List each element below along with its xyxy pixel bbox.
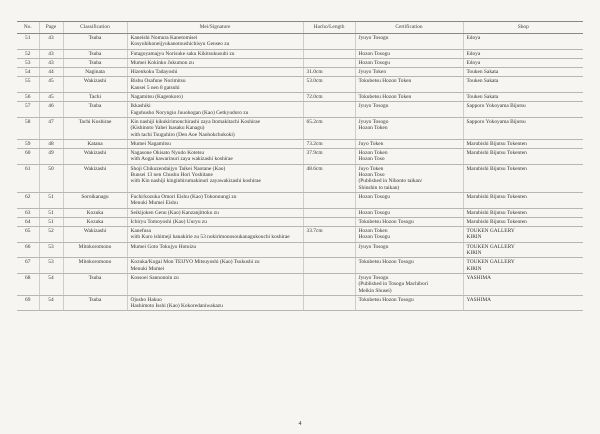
cell-mei-signature bbox=[127, 258, 303, 274]
mei-line: with Kuro ishimeji hanakirie zu 53 nokirimonosoukanagukouchi koshirae bbox=[130, 234, 290, 241]
shop-line: KIRIN bbox=[466, 250, 482, 257]
cell-shop bbox=[463, 217, 583, 226]
cell-no: 51 bbox=[17, 34, 39, 50]
cell-shop bbox=[463, 34, 583, 50]
cell-no: 53 bbox=[17, 58, 39, 67]
cell-shop bbox=[463, 49, 583, 58]
cell-page: 51 bbox=[39, 192, 63, 208]
cell-certification bbox=[355, 208, 463, 217]
cell-shop bbox=[463, 242, 583, 258]
cell-length: 65.2cm bbox=[303, 117, 355, 139]
table-row bbox=[17, 77, 583, 93]
certification-line: Jyuyo Tosogo bbox=[358, 118, 389, 125]
table-row bbox=[17, 295, 583, 311]
certification-line: Hozon Tosogu bbox=[358, 193, 390, 200]
cell-page: 43 bbox=[39, 34, 63, 50]
cell-no: 62 bbox=[17, 192, 39, 208]
cell-page: 49 bbox=[39, 149, 63, 165]
cell-page: 45 bbox=[39, 77, 63, 93]
cell-shop bbox=[463, 68, 583, 77]
cell-classification: Wakizashi bbox=[63, 149, 127, 165]
table-body bbox=[17, 34, 583, 311]
cell-length bbox=[303, 273, 355, 295]
cell-length bbox=[303, 217, 355, 226]
table-row bbox=[17, 258, 583, 274]
shop-line: Sapporo Yokoyama Bijutsu bbox=[466, 103, 526, 110]
cell-mei-signature bbox=[127, 295, 303, 311]
cell-classification: Tsuba bbox=[63, 102, 127, 118]
certification-line: Jyuyo Tosogu bbox=[358, 35, 389, 41]
cell-mei-signature bbox=[127, 34, 303, 50]
table-row bbox=[17, 102, 583, 118]
mei-line: Ichiryu Tomoyoshi (Kao) Uuryu zu bbox=[130, 218, 207, 225]
cell-certification bbox=[355, 117, 463, 139]
catalog-table bbox=[17, 21, 583, 311]
cell-no: 66 bbox=[17, 242, 39, 258]
column-header-length: Hacho/Length bbox=[303, 22, 355, 34]
mei-line: Nagamitsu (Kagenkoro) bbox=[130, 94, 183, 101]
shop-line: Marubishi Bijutsu Tokenten bbox=[466, 150, 527, 157]
mei-line: Kozuka/Kogai Mon TEIJYO Mitsuyoshi (Kao) Tsukushi zu bbox=[130, 259, 260, 266]
cell-certification bbox=[355, 93, 463, 102]
cell-page: 45 bbox=[39, 93, 63, 102]
cell-mei-signature bbox=[127, 68, 303, 77]
cell-no: 68 bbox=[17, 273, 39, 295]
cell-certification bbox=[355, 164, 463, 192]
cell-page: 44 bbox=[39, 68, 63, 77]
cell-mei-signature bbox=[127, 77, 303, 93]
column-header-mei-signature: Mei/Signature bbox=[127, 22, 303, 34]
table-row bbox=[17, 149, 583, 165]
shop-line: Touken Sakata bbox=[466, 69, 499, 76]
cell-classification: Tachi Koshirae bbox=[63, 117, 127, 139]
cell-mei-signature bbox=[127, 273, 303, 295]
table-row bbox=[17, 242, 583, 258]
shop-line: TOUKEN GALLERY bbox=[466, 259, 515, 266]
shop-line: TOUKEN GALLERY bbox=[466, 243, 515, 250]
certification-line: Juyo Token bbox=[358, 140, 384, 147]
certification-line: (Published in Tosogu Machibori bbox=[358, 281, 428, 288]
cell-shop bbox=[463, 273, 583, 295]
cell-page: 50 bbox=[39, 164, 63, 192]
cell-length bbox=[303, 242, 355, 258]
cell-certification bbox=[355, 49, 463, 58]
cell-page: 54 bbox=[39, 273, 63, 295]
cell-mei-signature bbox=[127, 139, 303, 148]
mei-line: Kanefusa bbox=[130, 228, 151, 235]
cell-classification: Kozuka bbox=[63, 217, 127, 226]
certification-line: Shinshin to taikan) bbox=[358, 184, 400, 191]
cell-shop bbox=[463, 208, 583, 217]
mei-line: Fuchi/kozuka Omori Eishu (Kao) Tokonnungi zu bbox=[130, 193, 237, 200]
table-row bbox=[17, 68, 583, 77]
certification-line: Hozon Tosogu bbox=[358, 59, 390, 66]
table-row bbox=[17, 192, 583, 208]
shop-line: Marubishi Bijutsu Tokenten bbox=[466, 193, 527, 200]
mei-line: Mumei Kokinko Jukumon zu bbox=[130, 59, 194, 66]
cell-shop bbox=[463, 58, 583, 67]
cell-shop bbox=[463, 192, 583, 208]
shop-line: Marubishi Bijutsu Tokenten bbox=[466, 209, 527, 216]
cell-certification bbox=[355, 273, 463, 295]
table-row bbox=[17, 34, 583, 50]
cell-certification bbox=[355, 227, 463, 243]
cell-length: 33.7cm bbox=[303, 227, 355, 243]
shop-line: KIRIN bbox=[466, 234, 482, 241]
certification-line: Hozon Token bbox=[358, 125, 388, 132]
cell-no: 63 bbox=[17, 208, 39, 217]
cell-classification: Wakizashi bbox=[63, 164, 127, 192]
cell-length bbox=[303, 34, 355, 50]
table-row bbox=[17, 208, 583, 217]
cell-shop bbox=[463, 93, 583, 102]
cell-length bbox=[303, 192, 355, 208]
cell-no: 69 bbox=[17, 295, 39, 311]
cell-certification bbox=[355, 295, 463, 311]
cell-page: 43 bbox=[39, 49, 63, 58]
mei-line: with tachi Tsuguhiro (Den Aoe Naohokchokoki) bbox=[130, 131, 235, 138]
shop-line: Touken Sakata bbox=[466, 94, 499, 101]
table-row bbox=[17, 273, 583, 295]
cell-classification: Naginata bbox=[63, 68, 127, 77]
mei-line: Fagohusho Noryngio Juuohogan (Kao) Getkyudoro zu bbox=[130, 109, 249, 116]
column-header-no: No. bbox=[17, 22, 39, 34]
certification-line: Hozon Token bbox=[358, 150, 388, 157]
cell-page: 48 bbox=[39, 139, 63, 148]
cell-no: 67 bbox=[17, 258, 39, 274]
table-row bbox=[17, 227, 583, 243]
certification-line: Tokubetsu Hozon Tosogu bbox=[358, 218, 414, 225]
mei-line: Kaneishi Nomura Kanetomisei bbox=[130, 35, 198, 41]
cell-page: 46 bbox=[39, 102, 63, 118]
cell-certification bbox=[355, 149, 463, 165]
cell-length: 37.9cm bbox=[303, 149, 355, 165]
shop-line: Sapporo Yokoyama Bijutsu bbox=[466, 118, 526, 125]
cell-classification: Wakizashi bbox=[63, 227, 127, 243]
cell-length: 31.0cm bbox=[303, 68, 355, 77]
cell-length bbox=[303, 102, 355, 118]
cell-no: 58 bbox=[17, 117, 39, 139]
cell-page: 53 bbox=[39, 258, 63, 274]
certification-line: Jyuyo Tosogu bbox=[358, 103, 389, 110]
cell-classification: Tsuba bbox=[63, 295, 127, 311]
cell-shop bbox=[463, 227, 583, 243]
cell-shop bbox=[463, 295, 583, 311]
cell-certification bbox=[355, 34, 463, 50]
certification-line: Tokubetsu Hozon Tosogu bbox=[358, 296, 414, 303]
cell-page: 47 bbox=[39, 117, 63, 139]
cell-no: 52 bbox=[17, 49, 39, 58]
certification-line: Jyuyo Tosogu bbox=[358, 243, 389, 250]
cell-shop bbox=[463, 117, 583, 139]
mei-line: Hashimoto Isshi (Kao) Kokoredaniwakazu bbox=[130, 303, 223, 310]
cell-page: 43 bbox=[39, 58, 63, 67]
cell-mei-signature bbox=[127, 208, 303, 217]
cell-mei-signature bbox=[127, 117, 303, 139]
table-row bbox=[17, 217, 583, 226]
table-header-row bbox=[17, 22, 583, 34]
mei-line: Nagasone Okisato Nyudo Kotetsu bbox=[130, 150, 205, 157]
mei-line: Bunsei 13 nen Chushu Hori Yoshitane bbox=[130, 172, 213, 179]
cell-mei-signature bbox=[127, 102, 303, 118]
cell-certification bbox=[355, 217, 463, 226]
cell-classification: Tsuba bbox=[63, 273, 127, 295]
shop-line: Marubishi Bijutsu Tokenten bbox=[466, 165, 527, 172]
shop-line: Edoya bbox=[466, 50, 481, 57]
shop-line: TOUKEN GALLERY bbox=[466, 228, 515, 235]
cell-mei-signature bbox=[127, 217, 303, 226]
shop-line: Marubishi Bijutsu Tokenten bbox=[466, 140, 527, 147]
certification-line: Hozon Tosogu bbox=[358, 50, 390, 57]
mei-line: Kossoei Sannonnin zu bbox=[130, 274, 179, 281]
cell-classification: Soroikanagu bbox=[63, 192, 127, 208]
cell-certification bbox=[355, 192, 463, 208]
mei-line: with Aogai kawarinuri zaya wakizashi koshirae bbox=[130, 156, 233, 163]
mei-line: with Kin nashiji kinginbirumakinuri zayawakizashi koshirae bbox=[130, 178, 261, 185]
certification-line: Jyuyo Tosogu bbox=[358, 274, 389, 281]
table-row bbox=[17, 139, 583, 148]
cell-classification: Tsuba bbox=[63, 34, 127, 50]
mei-line: Shoji Chikuzendaijyo Taikei Naotane (Kao) bbox=[130, 165, 226, 172]
certification-line: (Published in Nihonto taikan/ bbox=[358, 178, 423, 185]
certification-line: Hozon Toso bbox=[358, 156, 385, 163]
cell-page: 51 bbox=[39, 217, 63, 226]
cell-certification bbox=[355, 102, 463, 118]
column-header-classification: Classification bbox=[63, 22, 127, 34]
cell-shop bbox=[463, 102, 583, 118]
cell-shop bbox=[463, 164, 583, 192]
mei-line: Kansei 5 nen 8 gatsuhi bbox=[130, 84, 180, 91]
cell-page: 53 bbox=[39, 242, 63, 258]
cell-mei-signature bbox=[127, 164, 303, 192]
certification-line: Hozon Tosogu bbox=[358, 209, 390, 216]
cell-length bbox=[303, 258, 355, 274]
cell-length: 72.0cm bbox=[303, 93, 355, 102]
cell-no: 64 bbox=[17, 217, 39, 226]
table-row bbox=[17, 58, 583, 67]
certification-line: Meikin Shusei) bbox=[358, 287, 392, 294]
mei-line: Bishu Osafune Norimitsu bbox=[130, 78, 186, 85]
cell-no: 59 bbox=[17, 139, 39, 148]
cell-mei-signature bbox=[127, 227, 303, 243]
certification-line: Hozon Toso bbox=[358, 172, 385, 179]
mei-line: Menuki Mumei bbox=[130, 265, 165, 272]
cell-no: 57 bbox=[17, 102, 39, 118]
cell-classification: Katana bbox=[63, 139, 127, 148]
cell-length bbox=[303, 295, 355, 311]
mei-line: Hizenkoku Tadayoshi bbox=[130, 69, 178, 76]
mei-line: Kosyuhikoneijyukanotoushichisyu Genseo zu bbox=[130, 41, 230, 48]
cell-classification: Kozuka bbox=[63, 208, 127, 217]
cell-length: 73.2cm bbox=[303, 139, 355, 148]
cell-no: 61 bbox=[17, 164, 39, 192]
cell-shop bbox=[463, 77, 583, 93]
cell-classification: Mitokoromono bbox=[63, 242, 127, 258]
cell-length bbox=[303, 49, 355, 58]
cell-no: 56 bbox=[17, 93, 39, 102]
shop-line: YASHIMA bbox=[466, 274, 492, 281]
cell-mei-signature bbox=[127, 242, 303, 258]
cell-classification: Tsuba bbox=[63, 49, 127, 58]
cell-no: 60 bbox=[17, 149, 39, 165]
cell-classification: Mitokoromono bbox=[63, 258, 127, 274]
shop-line: Edoya bbox=[466, 59, 481, 66]
shop-line: Edoya bbox=[466, 35, 481, 41]
certification-line: Jyuyo Token bbox=[358, 69, 387, 76]
cell-certification bbox=[355, 258, 463, 274]
cell-certification bbox=[355, 58, 463, 67]
table-row bbox=[17, 93, 583, 102]
certification-line: Tokubetsu Hozon Token bbox=[358, 78, 412, 85]
cell-length bbox=[303, 58, 355, 67]
certification-line: Juyo Token bbox=[358, 165, 384, 172]
cell-page: 51 bbox=[39, 208, 63, 217]
cell-length bbox=[303, 208, 355, 217]
cell-certification bbox=[355, 242, 463, 258]
column-header-certification: Certification bbox=[355, 22, 463, 34]
cell-page: 52 bbox=[39, 227, 63, 243]
cell-mei-signature bbox=[127, 93, 303, 102]
shop-line: Touken Sakata bbox=[466, 78, 499, 85]
cell-classification: Wakizashi bbox=[63, 77, 127, 93]
column-header-page: Page bbox=[39, 22, 63, 34]
cell-no: 54 bbox=[17, 68, 39, 77]
table-row bbox=[17, 49, 583, 58]
cell-classification: Tachi bbox=[63, 93, 127, 102]
shop-line: Marubishi Bijutsu Tokenten bbox=[466, 218, 527, 225]
mei-line: Kin nashiji kikukirimonchirashi zaya Itomakitachi Koshirae bbox=[130, 118, 260, 125]
certification-line: Hozon Token bbox=[358, 228, 388, 235]
cell-mei-signature bbox=[127, 49, 303, 58]
page-number: 4 bbox=[298, 421, 302, 427]
mei-line: Mumei Goto Tokujyo Hotoizu bbox=[130, 243, 197, 250]
certification-line: Hozon Tosogu bbox=[358, 234, 390, 241]
shop-line: KIRIN bbox=[466, 265, 482, 272]
mei-line: Seikijoken Genu (Kao) Kanzanjittoku zu bbox=[130, 209, 219, 216]
cell-shop bbox=[463, 258, 583, 274]
cell-certification bbox=[355, 68, 463, 77]
cell-certification bbox=[355, 139, 463, 148]
mei-line: Menuki Mumei Eishu bbox=[130, 200, 178, 207]
column-header-shop: Shop bbox=[463, 22, 583, 34]
mei-line: (Kishinoto Yahei Isasaku Kanagu) bbox=[130, 125, 205, 132]
mei-line: Mumei Nagamitsu bbox=[130, 140, 171, 147]
cell-no: 65 bbox=[17, 227, 39, 243]
cell-page: 54 bbox=[39, 295, 63, 311]
cell-shop bbox=[463, 149, 583, 165]
cell-no: 55 bbox=[17, 77, 39, 93]
mei-line: Ikkashiki bbox=[130, 103, 151, 110]
cell-classification: Tsuba bbox=[63, 58, 127, 67]
mei-line: Ojusho Hakuo bbox=[130, 296, 162, 303]
cell-shop bbox=[463, 139, 583, 148]
cell-certification bbox=[355, 77, 463, 93]
table-row bbox=[17, 117, 583, 139]
cell-mei-signature bbox=[127, 58, 303, 67]
cell-length: 48.6cm bbox=[303, 164, 355, 192]
cell-mei-signature bbox=[127, 192, 303, 208]
mei-line: Futagoyamajyu Norisuke saku Kikitsukusubi zu bbox=[130, 50, 235, 57]
certification-line: Tokubetsu Hozon Token bbox=[358, 94, 412, 101]
cell-length: 53.0cm bbox=[303, 77, 355, 93]
cell-mei-signature bbox=[127, 149, 303, 165]
table-row bbox=[17, 164, 583, 192]
shop-line: YASHIMA bbox=[466, 296, 492, 303]
certification-line: Tokubetsu Hozon Tosogu bbox=[358, 259, 414, 266]
